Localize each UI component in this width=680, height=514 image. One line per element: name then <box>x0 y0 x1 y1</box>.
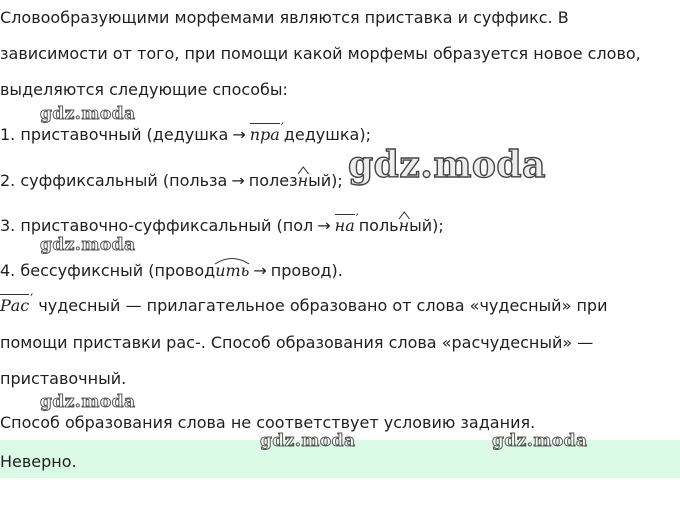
method-3: 3. приставочно-суффиксальный (пол → на′поль ный); <box>0 212 444 235</box>
intro-line-1: Словообразующими морфемами являются приставка и суффикс. В <box>0 8 569 27</box>
prefix-mark: Рас <box>0 296 30 315</box>
suffix-mark: н <box>399 216 410 236</box>
watermark: gdz.moda <box>40 235 136 255</box>
prefix-mark: на <box>334 216 355 235</box>
method-2: 2. суффиксальный (польза → полез ный); <box>0 171 343 191</box>
analysis-line-3: приставочный. <box>0 369 127 388</box>
watermark: gdz.moda <box>492 431 588 451</box>
intro-line-2: зависимости от того, при помощи какой морфемы образуется новое слово, <box>0 44 641 63</box>
suffix-mark: ить <box>215 261 249 281</box>
prefix-mark: пра <box>249 125 280 144</box>
watermark: gdz.moda <box>40 104 136 124</box>
analysis-line-1: Рас′ чудесный — прилагательное образовано от слова «чудесный» при <box>0 292 608 315</box>
intro-line-3: выделяются следующие способы: <box>0 80 288 99</box>
answer: Неверно. <box>0 452 77 471</box>
method-4: 4. бессуфиксный (провод ить → провод). <box>0 261 343 281</box>
watermark: gdz.moda <box>348 144 546 186</box>
method-1: 1. приставочный (дедушка → пра′дедушка); <box>0 121 371 144</box>
conclusion: Способ образования слова не соответствует условию задания. <box>0 413 536 432</box>
suffix-mark: н <box>298 171 309 191</box>
watermark: gdz.moda <box>260 431 356 451</box>
watermark: gdz.moda <box>40 392 136 412</box>
analysis-line-2: помощи приставки рас-. Способ образования слова «расчудесный» — <box>0 333 594 352</box>
